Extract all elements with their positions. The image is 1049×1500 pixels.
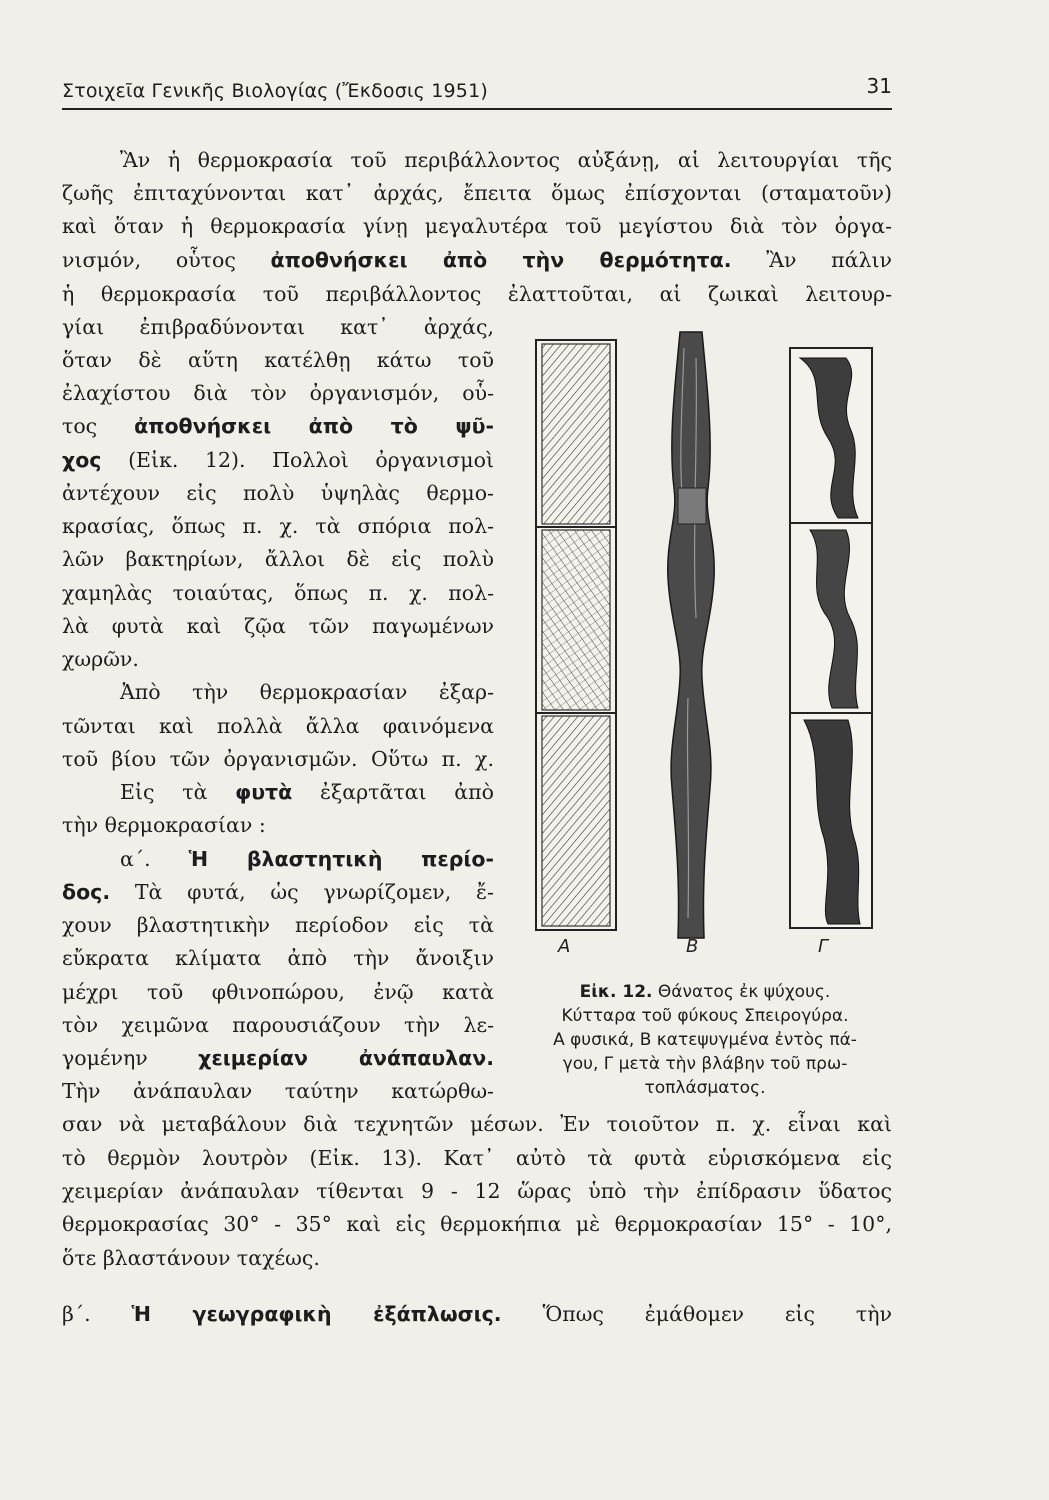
text-line [62,778,494,806]
text-line: μέχρι τοῦ φθινοπώρου, ἐνῷ κατὰ [62,980,494,1004]
figure-spirogyra [528,318,888,958]
filament-c [790,348,872,928]
bold-phrase: Ἡ γεωγραφικὴ ἐξάπλωσις. [131,1302,502,1326]
text-line [62,878,494,906]
figure-label-c: Γ [818,936,829,957]
text-line [62,1300,892,1328]
figure-illustration [528,318,888,958]
text-line: ὅτε βλαστάνουν ταχέως. [62,1246,320,1270]
caption-title: Θάνατος ἐκ ψύχους. [657,982,831,1002]
caption-line: Α φυσικά, Β κατεψυγμένα ἐντὸς πά- [553,1030,857,1050]
text-line: χωρῶν. [62,647,139,671]
filament-a [536,340,616,930]
text-span: (Εἰκ. 12). Πολλοὶ ὀργανισμοὶ [128,448,494,472]
caption-line: τοπλάσματος. [644,1078,766,1098]
bold-phrase: ἀποθνήσκει ἀπὸ τὸ ψῦ- [134,414,494,438]
text-span: τος [62,414,98,438]
page-number: 31 [866,74,892,98]
text-span: Εἰς τὰ [120,780,208,804]
header-title: Στοιχεῖα Γενικῆς Βιολογίας (Ἔκδοσις 1951) [62,80,488,102]
text-line [62,446,494,474]
text-line: ὅταν δὲ αὕτη κατέλθῃ κάτω τοῦ [62,348,494,372]
bold-phrase: χος [62,448,102,472]
text-line: λὰ φυτὰ καὶ ζῷα τῶν παγωμένων [62,614,494,638]
text-line: ἀντέχουν εἰς πολὺ ὑψηλὰς θερμο- [62,481,494,505]
text-span: Ὅπως ἐμάθομεν εἰς τὴν [542,1302,892,1326]
text-line: εὔκρατα κλίματα ἀπὸ τὴν ἄνοιξιν [62,946,494,970]
text-span: Ἂν πάλιν [766,248,892,272]
caption-line: γου, Γ μετὰ τὴν βλάβην τοῦ πρω- [562,1054,848,1074]
text-line: ἐλαχίστου διὰ τὸν ὀργανισμόν, οὗ- [62,381,494,405]
bold-phrase: φυτὰ [235,780,293,804]
text-line [62,1044,494,1072]
cell-a2 [542,530,610,710]
figure-caption [512,980,898,1100]
cell-a3 [542,716,610,926]
text-line: τὸ θερμὸν λουτρὸν (Εἰκ. 13). Κατ᾽ αὐτὸ τὰ φυτὰ εὑρισκόμενα εἰς [62,1146,892,1170]
text-line: Ἀπὸ τὴν θερμοκρασίαν ἐξαρ- [120,680,494,704]
text-line: ζωῆς ἐπιταχύνονται κατ᾽ ἀρχάς, ἔπειτα ὅμως ἐπίσχονται (σταματοῦν) [62,181,892,205]
text-span: Τὰ φυτά, ὡς γνωρίζομεν, ἔ- [134,880,494,904]
figure-label-b: Β [686,936,699,957]
bold-phrase: χειμερίαν ἀνάπαυλαν. [198,1046,494,1070]
text-line: τῶνται καὶ πολλὰ ἄλλα φαινόμενα [62,714,494,738]
caption-line: Κύτταρα τοῦ φύκους Σπειρογύρα. [561,1006,849,1026]
caption-line [512,980,898,1004]
text-line [62,845,494,873]
text-line: χουν βλαστητικὴν περίοδον εἰς τὰ [62,913,494,937]
text-line: γίαι ἐπιβραδύνονται κατ᾽ ἀρχάς, [62,315,494,339]
text-line: θερμοκρασίας 30° - 35° καὶ εἰς θερμοκήπια μὲ θερμοκρασίαν 15° - 10°, [62,1212,892,1236]
filament-b [668,332,714,938]
text-line: τὸν χειμῶνα παρουσιάζουν τὴν λε- [62,1013,494,1037]
cell-a1 [542,344,610,524]
text-span: νισμόν, οὗτος [62,248,236,272]
text-line: Τὴν ἀνάπαυλαν ταύτην κατώρθω- [62,1079,494,1103]
text-line: λῶν βακτηρίων, ἄλλοι δὲ εἰς πολὺ [62,547,494,571]
text-span: γομένην [62,1046,148,1070]
text-line: καὶ ὅταν ἡ θερμοκρασία γίνῃ μεγαλυτέρα τοῦ μεγίστου διὰ τὸν ὀργα- [62,214,892,238]
text-span: β΄. [62,1302,91,1326]
text-line [62,246,892,274]
running-header [62,74,892,110]
caption-label: Εἰκ. 12. [579,982,653,1002]
text-line: σαν νὰ μεταβάλουν διὰ τεχνητῶν μέσων. Ἐν τοιοῦτον π. χ. εἶναι καὶ [62,1112,892,1136]
text-line: κρασίας, ὅπως π. χ. τὰ σπόρια πολ- [62,514,494,538]
text-line: τὴν θερμοκρασίαν : [62,813,266,837]
text-line [62,412,494,440]
bold-phrase: ἀποθνήσκει ἀπὸ τὴν θερμότητα. [270,248,732,272]
text-line: ἡ θερμοκρασία τοῦ περιβάλλοντος ἐλαττοῦται, αἱ ζωικαὶ λειτουρ- [62,282,892,306]
text-line: χαμηλὰς τοιαύτας, ὅπως π. χ. πολ- [62,581,494,605]
text-span: ἐξαρτᾶται ἀπὸ [319,780,494,804]
text-span: α΄. [120,847,151,871]
text-line: τοῦ βίου τῶν ὀργανισμῶν. Οὕτω π. χ. [62,747,494,771]
figure-label-a: Α [558,936,571,957]
bold-phrase: δος. [62,880,111,904]
text-line: Ἂν ἡ θερμοκρασία τοῦ περιβάλλοντος αὐξάνῃ, αἱ λειτουργίαι τῆς [120,148,892,172]
text-line: χειμερίαν ἀνάπαυλαν τίθενται 9 - 12 ὥρας ὑπὸ τὴν ἐπίδρασιν ὕδατος [62,1179,892,1203]
bold-phrase: Ἡ βλαστητικὴ περίο- [188,847,494,871]
